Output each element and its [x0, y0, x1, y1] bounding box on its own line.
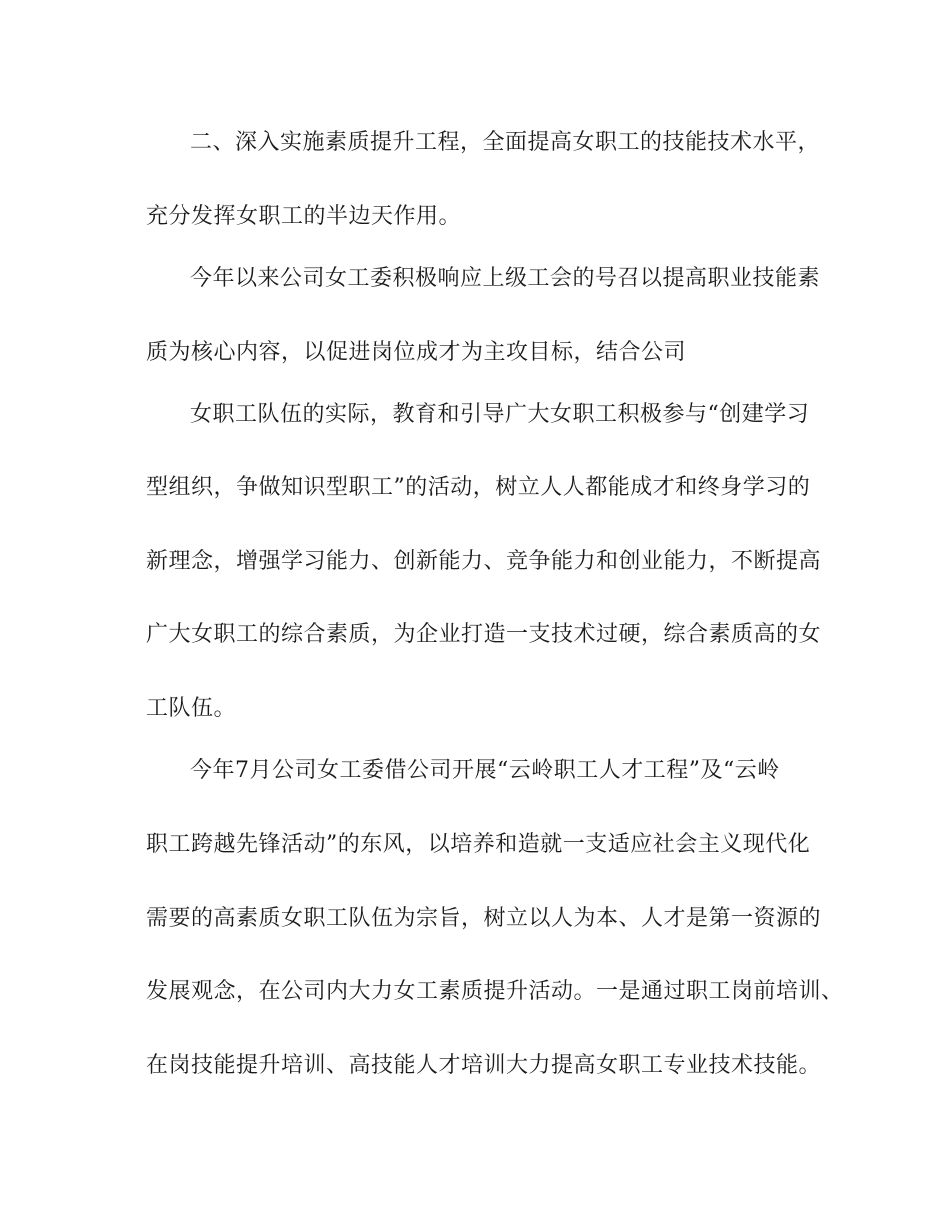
text-line: 充分发挥女职工的半边天作用。 [146, 204, 462, 229]
text-line: 职工跨越先锋活动”的东风，以培养和造就一支适应社会主义现代化 [146, 832, 811, 857]
text-line: 新理念，增强学习能力、创新能力、竞争能力和创业能力，不断提高 [146, 549, 822, 574]
text-line: 质为核心内容，以促进岗位成才为主攻目标，结合公司 [146, 340, 687, 365]
text-line: 在岗技能提升培训、高技能人才培训大力提高女职工专业技术技能。 [146, 1053, 822, 1078]
text-line: 需要的高素质女职工队伍为宗旨，树立以人为本、人才是第一资源的 [146, 906, 822, 931]
text-line: 发展观念，在公司内大力女工素质提升活动。一是通过职工岗前培训、 [146, 979, 844, 1004]
text-line: 型组织，争做知识型职工”的活动，树立人人都能成才和终身学习的 [146, 475, 811, 500]
text-line: 今年以来公司女工委积极响应上级工会的号召以提高职业技能素 [190, 266, 821, 291]
text-line: 工队伍。 [146, 696, 237, 721]
text-line: 女职工队伍的实际，教育和引导广大女职工积极参与“创建学习 [190, 402, 810, 427]
text-line: 二、深入实施素质提升工程，全面提高女职工的技能技术水平， [190, 130, 821, 155]
text-line: 广大女职工的综合素质，为企业打造一支技术过硬，综合素质高的女 [146, 622, 822, 647]
text-line: 今年7月公司女工委借公司开展“云岭职工人才工程”及“云岭 [190, 758, 780, 783]
